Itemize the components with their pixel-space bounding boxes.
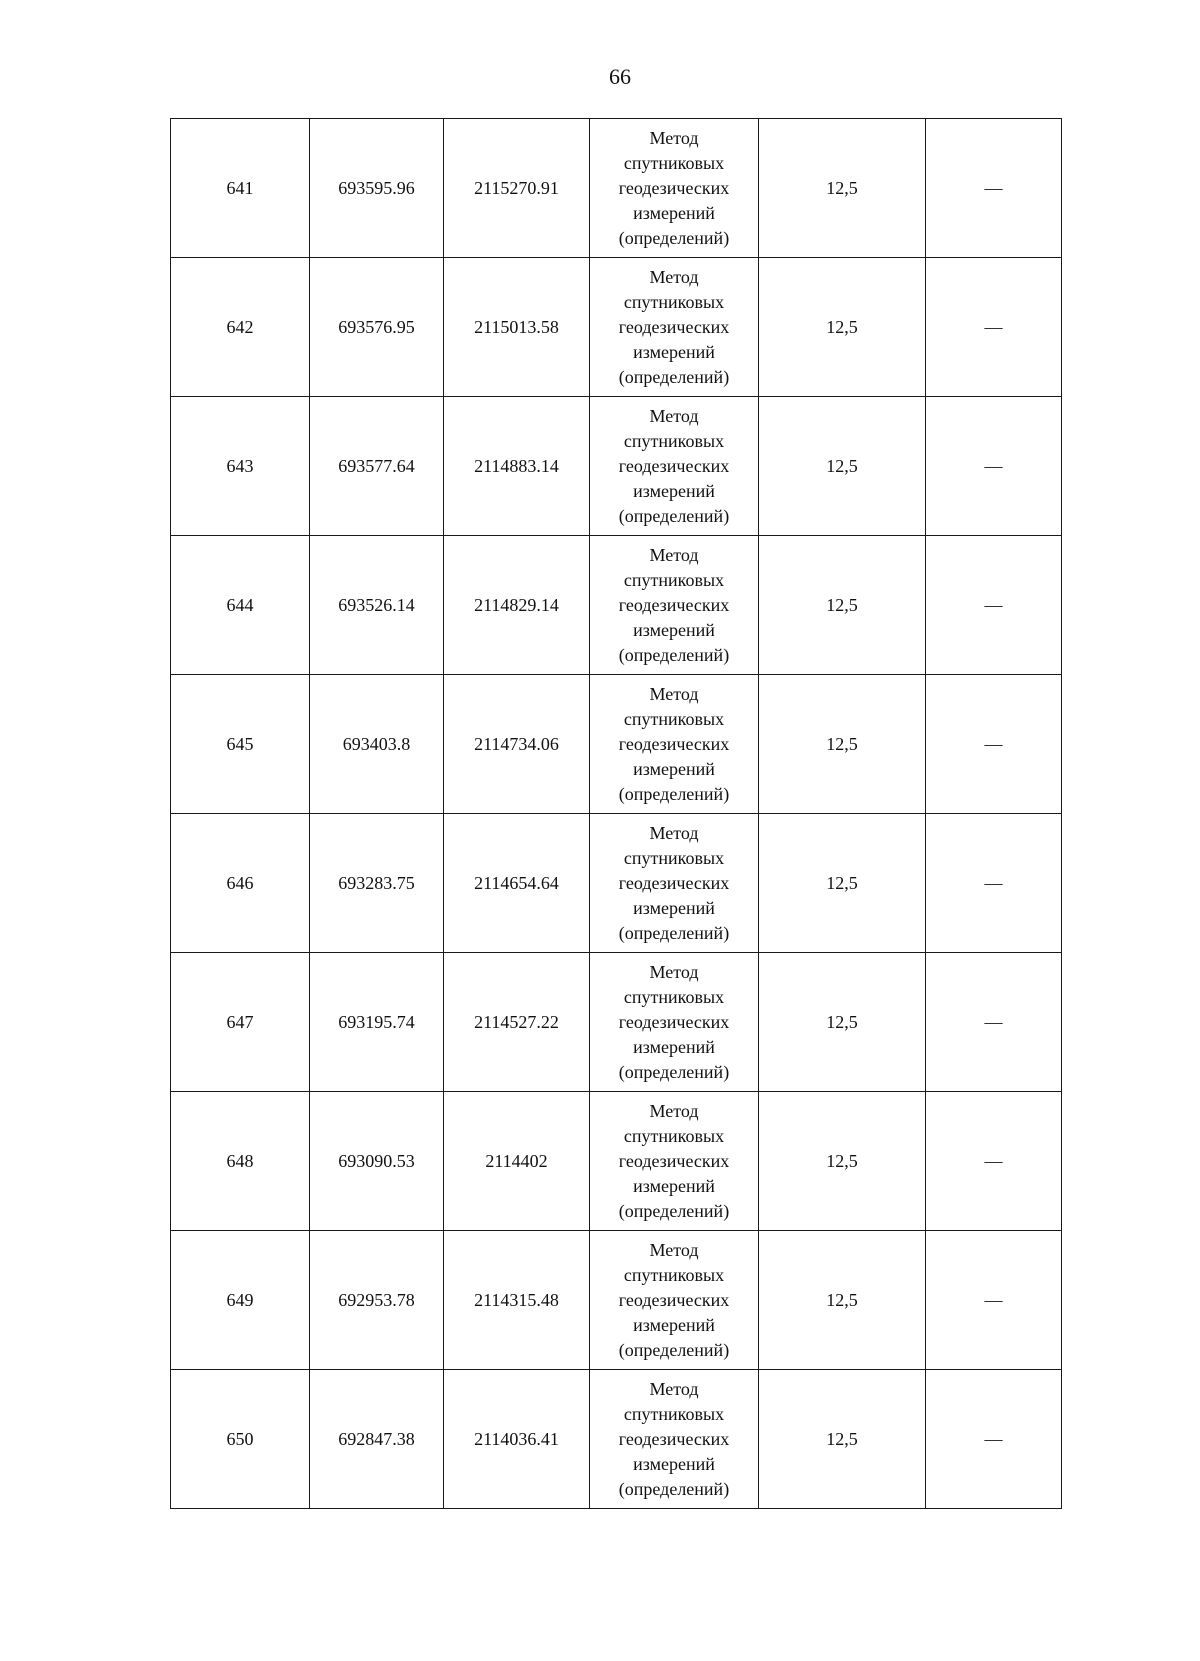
point-number-cell: 650 xyxy=(171,1370,310,1509)
method-line: измерений xyxy=(633,758,715,779)
accuracy-cell: 12,5 xyxy=(759,1370,926,1509)
method-line: измерений xyxy=(633,619,715,640)
method-cell xyxy=(590,1231,759,1370)
y-coordinate-cell: 2114402 xyxy=(444,1092,590,1231)
method-line: измерений xyxy=(633,480,715,501)
method-line: измерений xyxy=(633,202,715,223)
method-line: (определений) xyxy=(618,1061,730,1082)
accuracy-cell: 12,5 xyxy=(759,1231,926,1370)
note-cell xyxy=(926,814,1062,953)
x-coordinate-cell: 692953.78 xyxy=(310,1231,444,1370)
method-line: спутниковых xyxy=(623,291,725,312)
y-coordinate-cell: 2114734.06 xyxy=(444,675,590,814)
method-cell xyxy=(590,814,759,953)
accuracy-cell: 12,5 xyxy=(759,675,926,814)
point-number-cell: 642 xyxy=(171,258,310,397)
x-coordinate-cell: 693195.74 xyxy=(310,953,444,1092)
method-line: (определений) xyxy=(618,1339,730,1360)
method-line: геодезических xyxy=(618,316,730,337)
method-line: геодезических xyxy=(618,177,730,198)
table-row xyxy=(171,397,1062,536)
note-dash: — xyxy=(984,455,1003,476)
method-line: измерений xyxy=(633,1314,715,1335)
note-cell xyxy=(926,119,1062,258)
method-line: Метод xyxy=(649,127,699,148)
method-line: спутниковых xyxy=(623,569,725,590)
method-cell xyxy=(590,675,759,814)
method-cell xyxy=(590,397,759,536)
method-cell xyxy=(590,119,759,258)
method-line: Метод xyxy=(649,683,699,704)
method-line: спутниковых xyxy=(623,1403,725,1424)
accuracy-cell: 12,5 xyxy=(759,1092,926,1231)
y-coordinate-cell: 2114654.64 xyxy=(444,814,590,953)
note-dash: — xyxy=(984,316,1003,337)
method-line: спутниковых xyxy=(623,1125,725,1146)
point-number-cell: 648 xyxy=(171,1092,310,1231)
x-coordinate-cell: 693090.53 xyxy=(310,1092,444,1231)
table-row xyxy=(171,1370,1062,1509)
accuracy-cell: 12,5 xyxy=(759,119,926,258)
method-line: (определений) xyxy=(618,644,730,665)
y-coordinate-cell: 2114036.41 xyxy=(444,1370,590,1509)
method-cell xyxy=(590,258,759,397)
accuracy-cell: 12,5 xyxy=(759,814,926,953)
method-line: Метод xyxy=(649,544,699,565)
point-number-cell: 643 xyxy=(171,397,310,536)
table-row xyxy=(171,675,1062,814)
method-line: Метод xyxy=(649,405,699,426)
x-coordinate-cell: 693577.64 xyxy=(310,397,444,536)
x-coordinate-cell: 693403.8 xyxy=(310,675,444,814)
point-number-cell: 646 xyxy=(171,814,310,953)
method-line: Метод xyxy=(649,1239,699,1260)
point-number-cell: 649 xyxy=(171,1231,310,1370)
note-cell xyxy=(926,258,1062,397)
y-coordinate-cell: 2115013.58 xyxy=(444,258,590,397)
x-coordinate-cell: 693576.95 xyxy=(310,258,444,397)
y-coordinate-cell: 2115270.91 xyxy=(444,119,590,258)
method-line: (определений) xyxy=(618,227,730,248)
method-line: измерений xyxy=(633,341,715,362)
y-coordinate-cell: 2114315.48 xyxy=(444,1231,590,1370)
method-line: Метод xyxy=(649,1100,699,1121)
note-dash: — xyxy=(984,1289,1003,1310)
method-line: спутниковых xyxy=(623,152,725,173)
point-number-cell: 645 xyxy=(171,675,310,814)
table-row xyxy=(171,536,1062,675)
table-body xyxy=(171,119,1062,1509)
coordinates-table xyxy=(170,118,1062,1509)
table-row xyxy=(171,119,1062,258)
method-cell xyxy=(590,1092,759,1231)
table-row xyxy=(171,814,1062,953)
note-cell xyxy=(926,1231,1062,1370)
method-line: измерений xyxy=(633,1175,715,1196)
method-line: (определений) xyxy=(618,1200,730,1221)
y-coordinate-cell: 2114829.14 xyxy=(444,536,590,675)
table-row xyxy=(171,953,1062,1092)
method-line: спутниковых xyxy=(623,1264,725,1285)
method-line: Метод xyxy=(649,961,699,982)
method-line: (определений) xyxy=(618,505,730,526)
note-cell xyxy=(926,536,1062,675)
method-line: Метод xyxy=(649,266,699,287)
method-line: Метод xyxy=(649,822,699,843)
point-number-cell: 647 xyxy=(171,953,310,1092)
table-row xyxy=(171,1092,1062,1231)
accuracy-cell: 12,5 xyxy=(759,536,926,675)
y-coordinate-cell: 2114527.22 xyxy=(444,953,590,1092)
method-cell xyxy=(590,953,759,1092)
table-row xyxy=(171,1231,1062,1370)
method-line: геодезических xyxy=(618,455,730,476)
method-cell xyxy=(590,1370,759,1509)
note-dash: — xyxy=(984,594,1003,615)
method-line: геодезических xyxy=(618,733,730,754)
table-row xyxy=(171,258,1062,397)
method-line: Метод xyxy=(649,1378,699,1399)
method-line: (определений) xyxy=(618,922,730,943)
method-line: (определений) xyxy=(618,366,730,387)
method-line: спутниковых xyxy=(623,708,725,729)
method-cell xyxy=(590,536,759,675)
point-number-cell: 641 xyxy=(171,119,310,258)
method-line: (определений) xyxy=(618,1478,730,1499)
note-dash: — xyxy=(984,1428,1003,1449)
method-line: (определений) xyxy=(618,783,730,804)
method-line: геодезических xyxy=(618,594,730,615)
method-line: спутниковых xyxy=(623,430,725,451)
x-coordinate-cell: 692847.38 xyxy=(310,1370,444,1509)
y-coordinate-cell: 2114883.14 xyxy=(444,397,590,536)
note-dash: — xyxy=(984,177,1003,198)
note-cell xyxy=(926,1092,1062,1231)
method-line: измерений xyxy=(633,897,715,918)
note-cell xyxy=(926,675,1062,814)
method-line: спутниковых xyxy=(623,847,725,868)
accuracy-cell: 12,5 xyxy=(759,397,926,536)
note-dash: — xyxy=(984,1150,1003,1171)
accuracy-cell: 12,5 xyxy=(759,258,926,397)
method-line: геодезических xyxy=(618,1428,730,1449)
x-coordinate-cell: 693595.96 xyxy=(310,119,444,258)
method-line: спутниковых xyxy=(623,986,725,1007)
method-line: измерений xyxy=(633,1453,715,1474)
method-line: геодезических xyxy=(618,872,730,893)
method-line: геодезических xyxy=(618,1150,730,1171)
note-dash: — xyxy=(984,1011,1003,1032)
point-number-cell: 644 xyxy=(171,536,310,675)
accuracy-cell: 12,5 xyxy=(759,953,926,1092)
note-cell xyxy=(926,953,1062,1092)
note-cell xyxy=(926,1370,1062,1509)
note-cell xyxy=(926,397,1062,536)
note-dash: — xyxy=(984,872,1003,893)
page-number: 66 xyxy=(609,64,631,89)
method-line: геодезических xyxy=(618,1011,730,1032)
x-coordinate-cell: 693283.75 xyxy=(310,814,444,953)
method-line: геодезических xyxy=(618,1289,730,1310)
method-line: измерений xyxy=(633,1036,715,1057)
x-coordinate-cell: 693526.14 xyxy=(310,536,444,675)
note-dash: — xyxy=(984,733,1003,754)
